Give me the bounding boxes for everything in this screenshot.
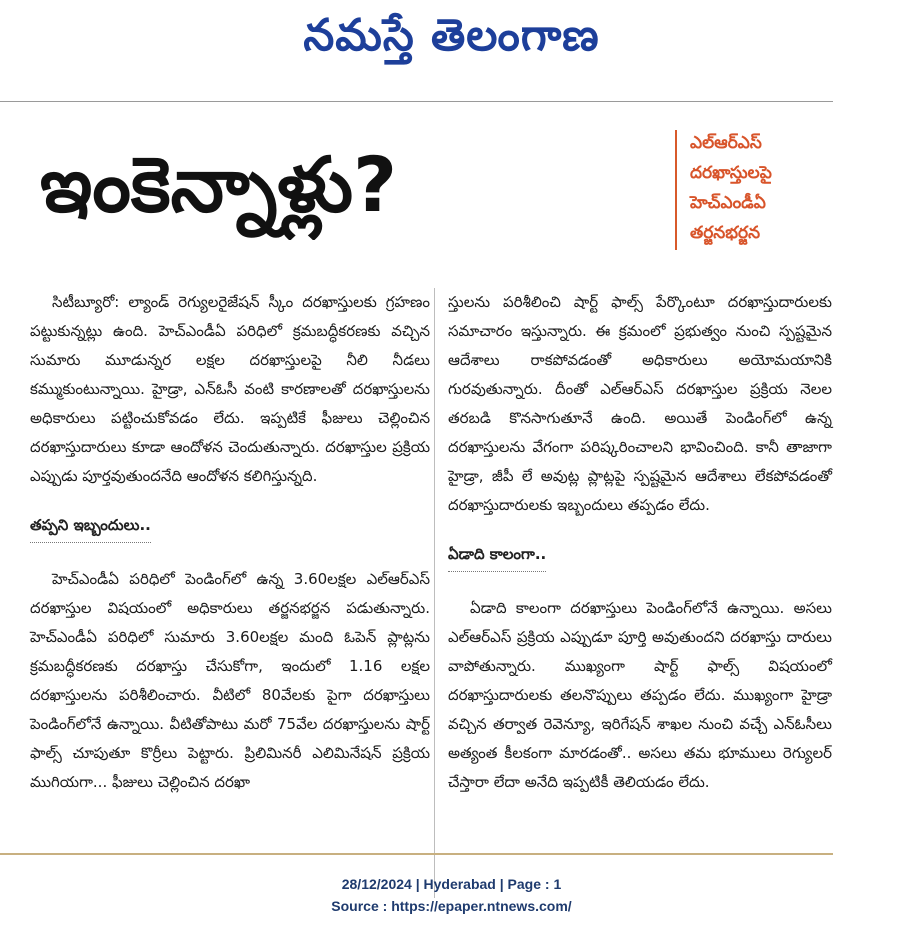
- deck-line: ఎల్‌ఆర్‌ఎస్: [690, 133, 762, 153]
- masthead: [0, 0, 903, 100]
- headline: ఇంకెన్నాళ్లు?: [40, 140, 398, 229]
- subheading-2: ఏడాది కాలంగా..: [448, 540, 546, 572]
- footer: [0, 873, 903, 917]
- newspaper-logo: నమస్తే తెలంగాణ: [303, 10, 600, 61]
- footer-date-line: 28/12/2024 | Hyderabad | Page : 1: [341, 876, 562, 892]
- deck-line: దరఖాస్తులపై: [690, 163, 772, 183]
- deck-line: హెచ్‌ఎండీఏ: [690, 193, 766, 213]
- footer-source-line: Source : https://epaper.ntnews.com/: [331, 898, 572, 914]
- body-paragraph-2: ఏడాది కాలంగా దరఖాస్తులు పెండింగ్‌లోనే ఉన్నాయి. అసలు ఎల్‌ఆర్‌ఎస్‌ ప్రక్రియ ఎప్పుడూ పూర్తి అవుతుందని దరఖాస్తు దారులు వాపోతున్నారు. ముఖ్యంగా షార్ట్‌ ఫాల్స్‌ విషయంలో దరఖాస్తుదారులకు తలనొప్పులు తప్పడం లేదు. ముఖ్యంగా హైడ్రా వచ్చిన తర్వాత రెవెన్యూ, ఇరిగేషన్‌ శాఖల నుంచి వచ్చే ఎన్‌ఓసీలు అత్యంత కీలకంగా మారడంతో.. అసలు తమ భూములు రెగ్యులర్‌ చేస్తారా లేదా అనేది ఇప్పటికీ తెలియడం లేదు.: [448, 599, 832, 791]
- intro-paragraph: సిటీబ్యూరో: ల్యాండ్‌ రెగ్యులరైజేషన్‌ స్కీం దరఖాస్తులకు గ్రహణం పట్టుకున్నట్లు ఉంది. హెచ్‌ఎండీఏ పరిధిలో క్రమబద్ధీకరణకు వచ్చిన సుమారు మూడున్నర లక్షల దరఖాస్తులపై నీలి నీడలు కమ్ముకుంటున్నాయి. హైడ్రా, ఎన్‌ఓసీ వంటి కారణాలతో దరఖాస్తులను అధికారులు పట్టించుకోవడం లేదు. ఇప్పటికే ఫీజులు చెల్లించిన దరఖాస్తుదారులు కూడా ఆందోళన చెందుతున్నారు. దరఖాస్తుల ప్రక్రియ ఎప్పుడు పూర్తవుతుందనేది ఆందోళన కలిగిస్తున్నది.: [30, 293, 430, 485]
- column-rule: [434, 288, 435, 898]
- body-paragraph-1: హెచ్‌ఎండీఏ పరిధిలో పెండింగ్‌లో ఉన్న 3.60లక్షల ఎల్‌ఆర్‌ఎస్‌ దరఖాస్తుల విషయంలో అధికారులు తర్జనభర్జన పడుతున్నారు. హెచ్‌ఎండీఏ పరిధిలో సుమారు 3.60లక్షల మంది ఓపెన్‌ ప్లాట్లను క్రమబద్ధీకరణకు దరఖాస్తు చేసుకోగా, ఇందులో 1.16 లక్షల దరఖాస్తులను పరిశీలించారు. వీటిలో 80వేలకు పైగా దరఖాస్తులు పెండింగ్‌లోనే ఉన్నాయి. వీటితోపాటు మరో 75వేల దరఖాస్తులను షార్ట్‌ ఫాల్స్‌ చూపుతూ కొర్రీలు పెట్టారు. ప్రిలిమినరీ ఎలిమినేషన్‌ ప్రక్రియ ముగియగా... ఫీజులు చెల్లించిన దరఖా: [30, 570, 430, 791]
- body-paragraph-1-continued: స్తులను పరిశీలించి షార్ట్‌ ఫాల్స్‌ పేర్కొంటూ దరఖాస్తుదారులకు సమాచారం ఇస్తున్నారు. ఈ క్రమంలో ప్రభుత్వం నుంచి స్పష్టమైన ఆదేశాలు రాకపోవడంతో అధికారులు అయోమయానికి గురవుతున్నారు. దీంతో ఎల్‌ఆర్‌ఎస్‌ దరఖాస్తుల ప్రక్రియ నెలల తరబడి కొనసాగుతూనే ఉంది. అయితే పెండింగ్‌లో ఉన్న దరఖాస్తులను వేగంగా పరిష్కరించాలని భావించింది. కానీ తాజాగా హైడ్రా, జీపీ లే అవుట్ల ప్లాట్లపై స్పష్టమైన ఆదేశాలు లేకపోవడంతో దరఖాస్తుదారులకు ఇబ్బందులు తప్పడం లేదు.: [448, 293, 832, 514]
- deck-divider: [675, 130, 677, 250]
- column-right: [448, 288, 832, 797]
- column-left: [30, 288, 430, 797]
- bottom-rule: [0, 853, 833, 855]
- subheading-1: తప్పని ఇబ్బందులు..: [30, 511, 151, 543]
- deck-line: తర్జనభర్జన: [690, 223, 761, 243]
- deck: [690, 128, 830, 248]
- article-clipping: [0, 102, 833, 854]
